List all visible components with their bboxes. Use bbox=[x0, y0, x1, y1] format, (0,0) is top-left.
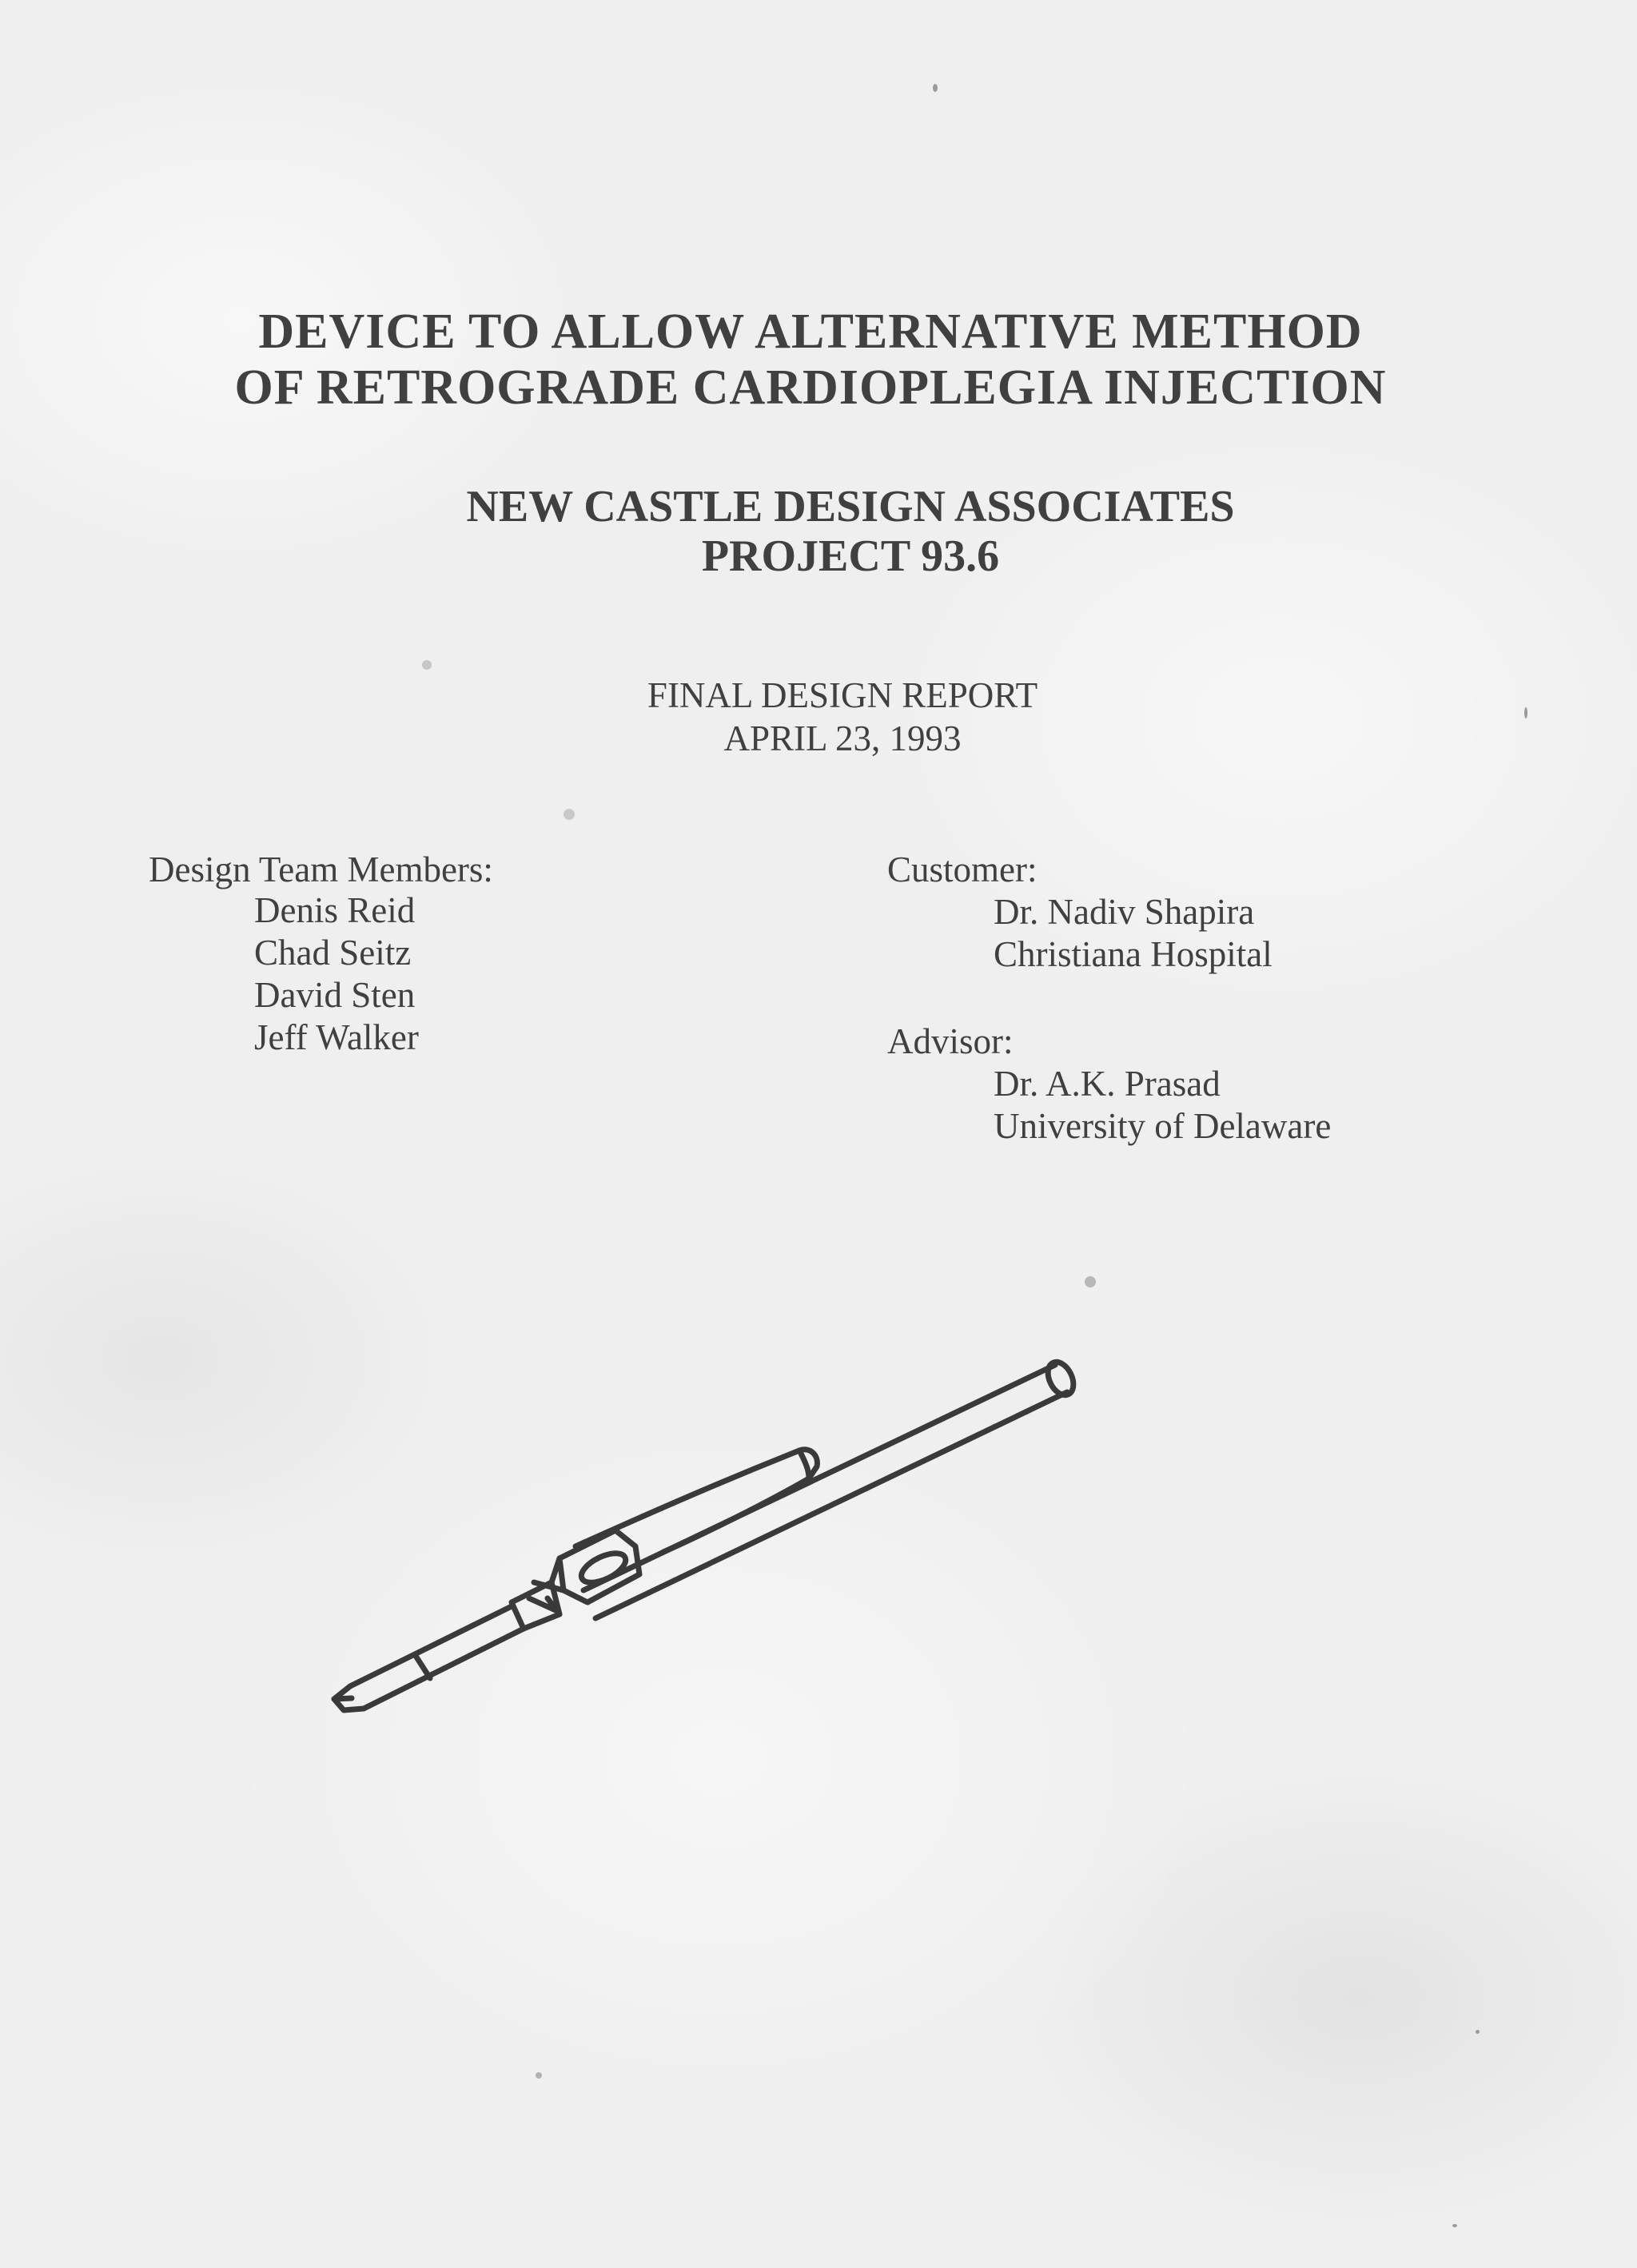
advisor-details bbox=[994, 1063, 1331, 1148]
customer-label: Customer: bbox=[887, 850, 1038, 889]
scan-speck bbox=[564, 809, 575, 820]
scan-speck bbox=[536, 2072, 542, 2079]
organization-name: NEW CASTLE DESIGN ASSOCIATES bbox=[466, 482, 1235, 531]
team-member: Denis Reid bbox=[254, 890, 416, 930]
customer-details bbox=[994, 891, 1273, 976]
report-date: APRIL 23, 1993 bbox=[723, 718, 962, 758]
report-type: FINAL DESIGN REPORT bbox=[647, 675, 1038, 715]
project-number: PROJECT 93.6 bbox=[701, 531, 1000, 581]
team-member: Jeff Walker bbox=[254, 1017, 419, 1057]
customer-organization: Christiana Hospital bbox=[994, 934, 1273, 974]
advisor-organization: University of Delaware bbox=[994, 1106, 1332, 1146]
team-member-list bbox=[254, 889, 419, 1059]
team-label: Design Team Members: bbox=[149, 850, 493, 889]
customer-name: Dr. Nadiv Shapira bbox=[994, 892, 1255, 932]
team-member: Chad Seitz bbox=[254, 933, 412, 973]
team-member: David Sten bbox=[254, 975, 416, 1015]
scan-speck bbox=[1452, 2224, 1457, 2227]
scan-speck bbox=[933, 84, 938, 92]
cannula-device-icon bbox=[320, 1343, 1119, 1742]
advisor-label: Advisor: bbox=[887, 1021, 1014, 1061]
scan-speck bbox=[1085, 1276, 1096, 1287]
scan-speck bbox=[1524, 707, 1527, 718]
report-title-line-2: OF RETROGRADE CARDIOPLEGIA INJECTION bbox=[234, 360, 1387, 415]
advisor-name: Dr. A.K. Prasad bbox=[994, 1064, 1221, 1104]
report-title-line-1: DEVICE TO ALLOW ALTERNATIVE METHOD bbox=[258, 304, 1363, 359]
scan-speck bbox=[1476, 2030, 1480, 2034]
scan-speck bbox=[422, 660, 432, 670]
